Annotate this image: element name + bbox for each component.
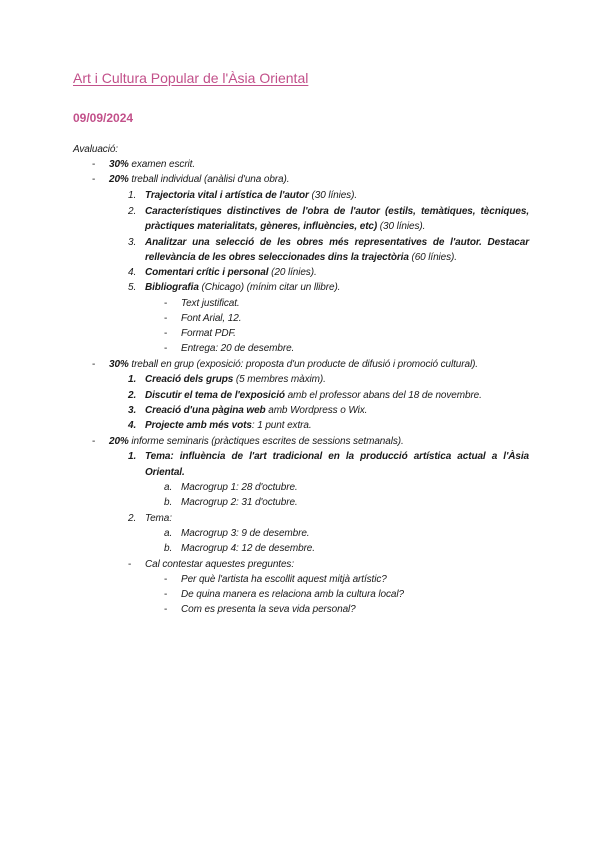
list-item: Com es presenta la seva vida personal? [181, 604, 356, 615]
number-marker: 3. [128, 405, 137, 416]
bullet-marker: - [164, 574, 168, 585]
list-item: Text justificat. [181, 298, 240, 309]
number-marker: 2. [128, 513, 137, 524]
item-text: examen escrit. [128, 159, 196, 170]
letter-marker: a. [164, 482, 173, 493]
bullet-marker: - [164, 298, 168, 309]
list-item-continuation: rellevància de les obres seleccionades dins la trajectòria (60 línies). [145, 252, 457, 263]
bullet-marker: - [92, 359, 96, 370]
percent: 30% [109, 359, 129, 370]
list-item: Creació d'una pàgina web amb Wordpress o Wix. [145, 405, 368, 416]
list-item: Trajectoria vital i artística de l'autor (30 línies). [145, 190, 357, 201]
list-item-continuation: pràctiques materialitats, gèneres, influències, etc) (30 línies). [145, 221, 426, 232]
list-item-group [109, 358, 478, 371]
list-item-seminar [109, 435, 404, 448]
evaluation-label: Avaluació: [73, 144, 118, 155]
list-item: Tema: [145, 513, 172, 524]
letter-marker: b. [164, 497, 173, 508]
item-text: informe seminaris (pràctiques escrites de sessions setmanals). [128, 436, 404, 447]
number-marker: 3. [128, 237, 137, 248]
letter-marker: b. [164, 543, 173, 554]
list-item-continuation: Oriental. [145, 467, 185, 478]
list-item: Creació dels grups (5 membres màxim). [145, 374, 326, 385]
number-marker: 5. [128, 282, 137, 293]
list-item-individual [109, 173, 289, 186]
number-marker: 1. [128, 451, 137, 462]
number-marker: 4. [128, 420, 137, 431]
list-item: Comentari crític i personal (20 línies). [145, 267, 317, 278]
number-marker: 2. [128, 390, 137, 401]
bullet-marker: - [164, 604, 168, 615]
number-marker: 1. [128, 374, 137, 385]
item-text: treball individual (anàlisi d'una obra). [128, 174, 290, 185]
percent: 30% [109, 159, 129, 170]
list-item: Tema: influència de l'art tradicional en la producció artística actual a l'Àsia [145, 451, 529, 462]
list-item: Discutir el tema de l'exposició amb el professor abans del 18 de novembre. [145, 390, 482, 401]
list-item: Per què l'artista ha escollit aquest mitjà artístic? [181, 574, 387, 585]
number-marker: 2. [128, 206, 137, 217]
list-item: Cal contestar aquestes preguntes: [145, 559, 295, 570]
list-item: Macrogrup 4: 12 de desembre. [181, 543, 315, 554]
bullet-marker: - [164, 589, 168, 600]
list-item: Projecte amb més vots: 1 punt extra. [145, 420, 312, 431]
item-text: treball en grup (exposició: proposta d'un producte de difusió i promoció cultural). [128, 359, 478, 370]
date-heading: 09/09/2024 [73, 111, 134, 125]
list-item: Macrogrup 3: 9 de desembre. [181, 528, 310, 539]
list-item: Entrega: 20 de desembre. [181, 343, 295, 354]
bullet-marker: - [164, 328, 168, 339]
number-marker: 4. [128, 267, 137, 278]
list-item: Característiques distinctives de l'obra de l'autor (estils, temàtiques, tècniques, [145, 206, 529, 217]
percent: 20% [109, 436, 129, 447]
letter-marker: a. [164, 528, 173, 539]
list-item: Font Arial, 12. [181, 313, 242, 324]
list-item: Bibliografia (Chicago) (mínim citar un llibre). [145, 282, 341, 293]
list-item: Macrogrup 2: 31 d'octubre. [181, 497, 298, 508]
list-item: Macrogrup 1: 28 d'octubre. [181, 482, 298, 493]
bullet-marker: - [128, 559, 132, 570]
number-marker: 1. [128, 190, 137, 201]
list-item: De quina manera es relaciona amb la cultura local? [181, 589, 404, 600]
list-item: Format PDF. [181, 328, 236, 339]
percent: 20% [109, 174, 129, 185]
bullet-marker: - [92, 436, 96, 447]
bullet-marker: - [164, 343, 168, 354]
bullet-marker: - [92, 174, 96, 185]
list-item: Analitzar una selecció de les obres més representatives de l'autor. Destacar [145, 237, 529, 248]
list-item-exam [109, 158, 195, 171]
bullet-marker: - [164, 313, 168, 324]
bullet-marker: - [92, 159, 96, 170]
page-title: Art i Cultura Popular de l'Àsia Oriental [73, 70, 309, 86]
